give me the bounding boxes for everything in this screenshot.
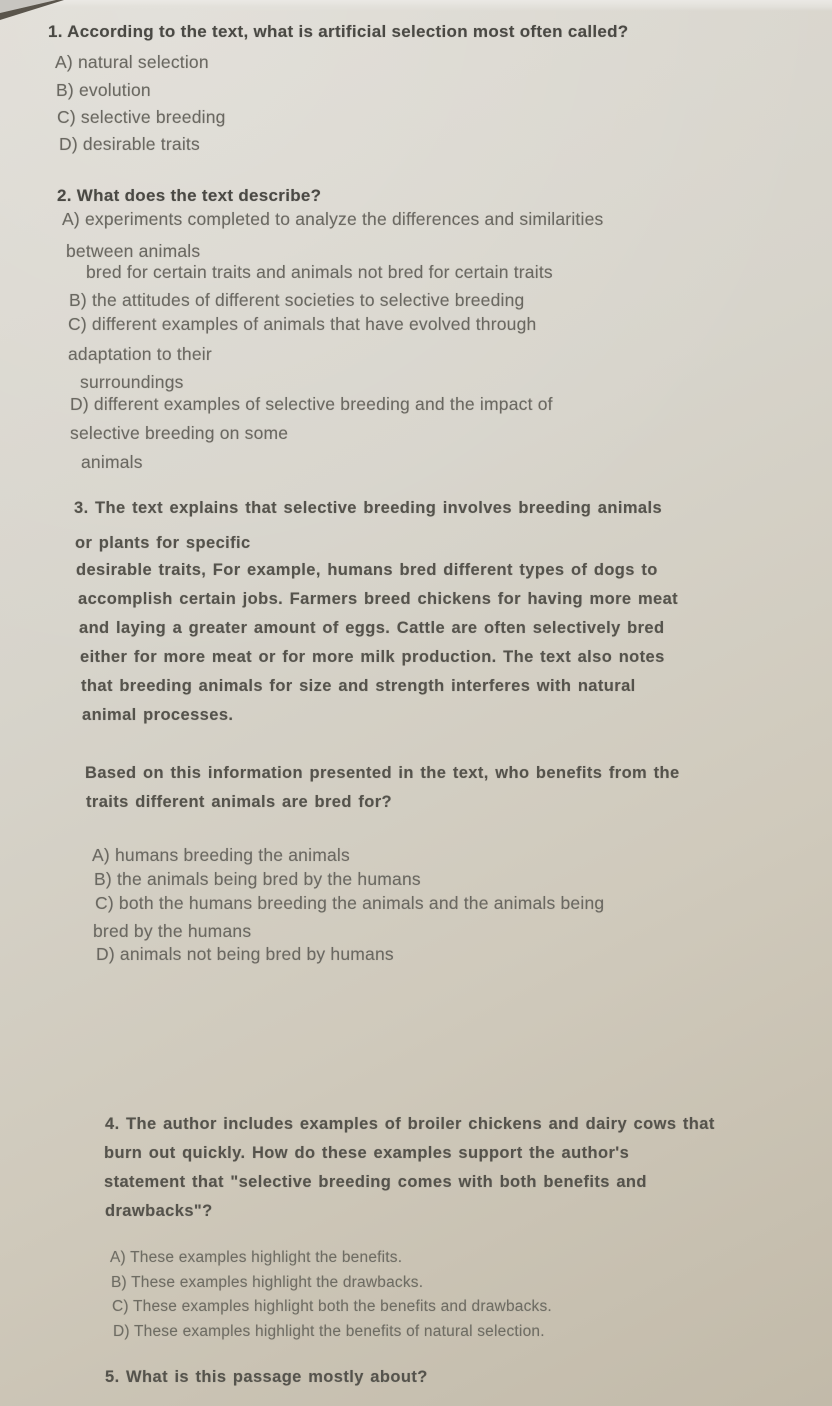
question-3-subquestion-line-1: Based on this information presented in the text, who benefits from the bbox=[85, 764, 680, 782]
question-1-option-c: C) selective breeding bbox=[57, 107, 226, 127]
question-1-option-d: D) desirable traits bbox=[59, 134, 200, 154]
question-4-line-4: drawbacks"? bbox=[105, 1202, 213, 1220]
question-3-body-line-3: desirable traits, For example, humans bred different types of dogs to bbox=[76, 561, 658, 579]
question-2-option-a-line-3: bred for certain traits and animals not bred for certain traits bbox=[86, 262, 553, 282]
question-1-option-b: B) evolution bbox=[56, 80, 151, 100]
question-2-option-a-line-1: A) experiments completed to analyze the differences and similarities bbox=[62, 209, 604, 229]
question-4-option-c: C) These examples highlight both the benefits and drawbacks. bbox=[112, 1298, 552, 1315]
question-3-body-line-7: that breeding animals for size and strength interferes with natural bbox=[81, 677, 636, 695]
question-4-option-b: B) These examples highlight the drawbacks. bbox=[111, 1274, 424, 1291]
question-4-line-1: 4. The author includes examples of broiler chickens and dairy cows that bbox=[105, 1115, 715, 1133]
question-2-title: 2. What does the text describe? bbox=[57, 186, 322, 205]
question-3-option-a: A) humans breeding the animals bbox=[92, 845, 350, 865]
question-2-option-b: B) the attitudes of different societies to selective breeding bbox=[69, 290, 525, 310]
question-3-body-line-4: accomplish certain jobs. Farmers breed chickens for having more meat bbox=[78, 590, 679, 608]
question-3-body-line-5: and laying a greater amount of eggs. Cattle are often selectively bred bbox=[79, 619, 665, 637]
question-2-option-c-line-3: surroundings bbox=[80, 372, 184, 392]
question-3-option-c-line-1: C) both the humans breeding the animals and the animals being bbox=[95, 893, 605, 913]
question-5-title: 5. What is this passage mostly about? bbox=[105, 1368, 428, 1386]
question-3-option-b: B) the animals being bred by the humans bbox=[94, 869, 421, 889]
question-1-title: 1. According to the text, what is artificial selection most often called? bbox=[48, 22, 629, 41]
question-3-body-line-8: animal processes. bbox=[82, 706, 234, 724]
question-3-subquestion-line-2: traits different animals are bred for? bbox=[86, 793, 393, 811]
question-3-body-line-1: 3. The text explains that selective breeding involves breeding animals bbox=[74, 499, 663, 517]
question-3-body-line-2: or plants for specific bbox=[75, 534, 251, 552]
question-2-option-c-line-2: adaptation to their bbox=[68, 344, 212, 364]
question-4-option-a: A) These examples highlight the benefits. bbox=[110, 1249, 403, 1266]
question-2-option-d-line-3: animals bbox=[81, 452, 143, 472]
question-4-option-d: D) These examples highlight the benefits of natural selection. bbox=[113, 1323, 545, 1340]
question-3-option-c-line-2: bred by the humans bbox=[93, 921, 252, 941]
question-4-line-2: burn out quickly. How do these examples support the author's bbox=[104, 1144, 630, 1162]
question-2-option-c-line-1: C) different examples of animals that have evolved through bbox=[68, 314, 537, 334]
question-4-line-3: statement that "selective breeding comes with both benefits and bbox=[104, 1173, 647, 1191]
question-3-option-d: D) animals not being bred by humans bbox=[96, 944, 394, 964]
question-2-option-a-line-2: between animals bbox=[66, 241, 201, 261]
question-3-body-line-6: either for more meat or for more milk production. The text also notes bbox=[80, 648, 665, 666]
question-1-option-a: A) natural selection bbox=[55, 52, 209, 72]
question-2-option-d-line-2: selective breeding on some bbox=[70, 423, 289, 443]
question-2-option-d-line-1: D) different examples of selective breeding and the impact of bbox=[70, 394, 553, 414]
